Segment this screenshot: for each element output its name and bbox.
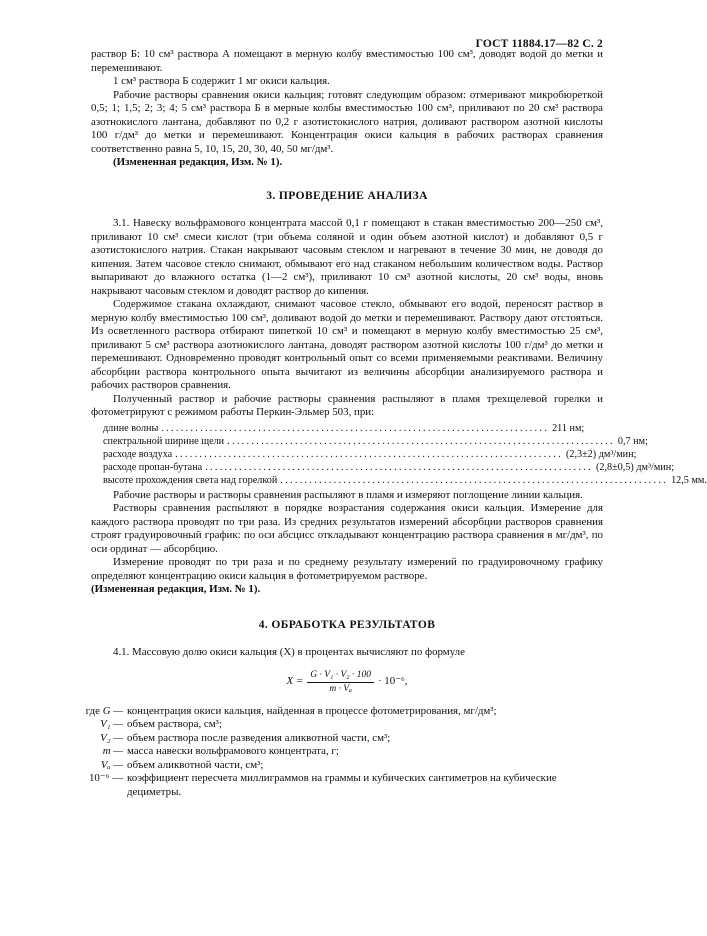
parameter-row: спектральной ширине щели ................................................................................ 0,7 нм;	[103, 435, 648, 447]
formula-tail: · 10⁻⁶,	[377, 675, 408, 688]
formula-fraction	[307, 670, 374, 695]
parameter-row: расходе воздуха ................................................................................ (2,3±2) дм³/мин;	[103, 448, 637, 460]
legend-row: Vₐ — объем аликвотной части, см³;	[100, 758, 264, 771]
paragraph: Полученный раствор и рабочие растворы сравнения распыляют в пламя трехщелевой горелки и фотометрируют с режимом работы Перкин-Эльмер 503, при:	[91, 392, 603, 418]
document-body	[85, 36, 707, 799]
amendment-note: (Измененная редакция, Изм. № 1).	[91, 583, 261, 595]
formula-lhs: X =	[286, 675, 304, 688]
paragraph: 1 см³ раствора Б содержит 1 мг окиси кальция.	[113, 75, 330, 87]
formula-denominator: m · Vₐ	[329, 683, 352, 694]
legend-row: m — масса навески вольфрамового концентрата, г;	[102, 745, 339, 757]
section-title: 3. ПРОВЕДЕНИЕ АНАЛИЗА	[266, 189, 428, 202]
legend-row: V₁ — объем раствора, см³;	[100, 718, 222, 730]
formula-numerator: G · V₁ · V₂ · 100	[307, 670, 374, 683]
paragraph: раствор Б: 10 см³ раствора А помещают в мерную колбу вместимостью 100 см³, доводят водой до метки и перемешивают.	[91, 48, 603, 74]
formula-legend	[63, 705, 603, 800]
legend-row: где G — концентрация окиси кальция, найденная в процессе фотометрирования, мг/дм³;	[85, 704, 497, 717]
parameter-row: расходе пропан-бутана ................................................................................ (2,8±0,5) дм³/мин;	[103, 461, 675, 473]
paragraph: Рабочие растворы сравнения окиси кальция; готовят следующим образом: отмеривают микробюреткой 0,5; 1; 1,5; 2; 3; 4; 5 см³ раствора Б в мерные колбы вместимостью 100 см³, приливают по 20 см³ раствора азотнокислого лантана, добавляют по 0,2 г азотистокислого натрия, доливают раствором азотной кислоты 100 г/дм³ до метки и перемешивают. Концентрация окиси кальция в рабочих растворах сравнения соответственно равна 5, 10, 15, 20, 30, 40, 50 мг/дм³.	[91, 88, 603, 155]
paragraph: Измерение проводят по три раза и по среднему результату измерений по градуировочному графику определяют концентрацию окиси кальция в фотометрируемом растворе.	[91, 556, 603, 582]
section-title: 4. ОБРАБОТКА РЕЗУЛЬТАТОВ	[258, 618, 436, 631]
page-header: ГОСТ 11884.17—82 С. 2	[475, 38, 603, 50]
amendment-note: (Измененная редакция, Изм. № 1).	[113, 156, 283, 168]
parameter-row: длине волны ................................................................................ 211 нм;	[103, 422, 585, 434]
paragraph: Рабочие растворы и растворы сравнения распыляют в пламя и измеряют поглощение линии кальция.	[113, 488, 583, 501]
formula	[91, 670, 603, 695]
parameter-row: высоте прохождения света над горелкой ................................................................................ 12,5 мм.	[103, 474, 707, 486]
paragraph: 4.1. Массовую долю окиси кальция (X) в процентах вычисляют по формуле	[113, 646, 465, 658]
legend-row: V₂ — объем раствора после разведения аликвотной части, см³;	[100, 731, 391, 744]
paragraph: 3.1. Навеску вольфрамового концентрата массой 0,1 г помещают в стакан вместимостью 200—250 см³, приливают 10 см³ смеси кислот (три объема соляной и один объем азотной кислот) и добавляют 0,5 г азотистокислого натрия. Стакан накрывают часовым стеклом и нагревают в течение 30 мин, не доводя до кипения. Затем часовое стекло снимают, обмывают его над стаканом небольшим количеством воды. Раствор выпаривают до влажного остатка (1—2 см³), приливают 10 см³ азотной кислоты, 20 см³ воды, вновь накрывают часовым стеклом и доводят раствор до кипения.	[91, 217, 603, 297]
parameters-list	[103, 422, 707, 487]
legend-row: 10⁻⁶ — коэффициент пересчета миллиграммов на граммы и кубических сантиметров на кубические дециметры.	[88, 772, 557, 798]
paragraph: Содержимое стакана охлаждают, снимают часовое стекло, обмывают его водой, переносят раствор в мерную колбу вместимостью 100 см³, доливают водой до метки и перемешивают. Раствору дают отстояться. Из осветленного раствора отбирают пипеткой 10 см³ и помещают в мерную колбу вместимостью 25 см³, приливают 5 см³ раствора азотнокислого лантана, доводят раствором азотной кислоты 100 г/дм³ до метки и перемешивают. Одновременно проводят контрольный опыт со всеми применяемыми реактивами. Величину абсорбции раствора контрольного опыта вычитают из величины абсорбции анализируемого раствора и рабочих растворов сравнения.	[91, 298, 603, 391]
paragraph: Растворы сравнения распыляют в порядке возрастания содержания окиси кальция. Измерение для каждого раствора проводят по три раза. Из средних результатов измерений абсорбции растворов сравнения строят градуировочный график: по оси абсцисс откладывают концентрацию раствора сравнения в мг/дм³, по оси ординат — абсорбцию.	[91, 502, 603, 555]
